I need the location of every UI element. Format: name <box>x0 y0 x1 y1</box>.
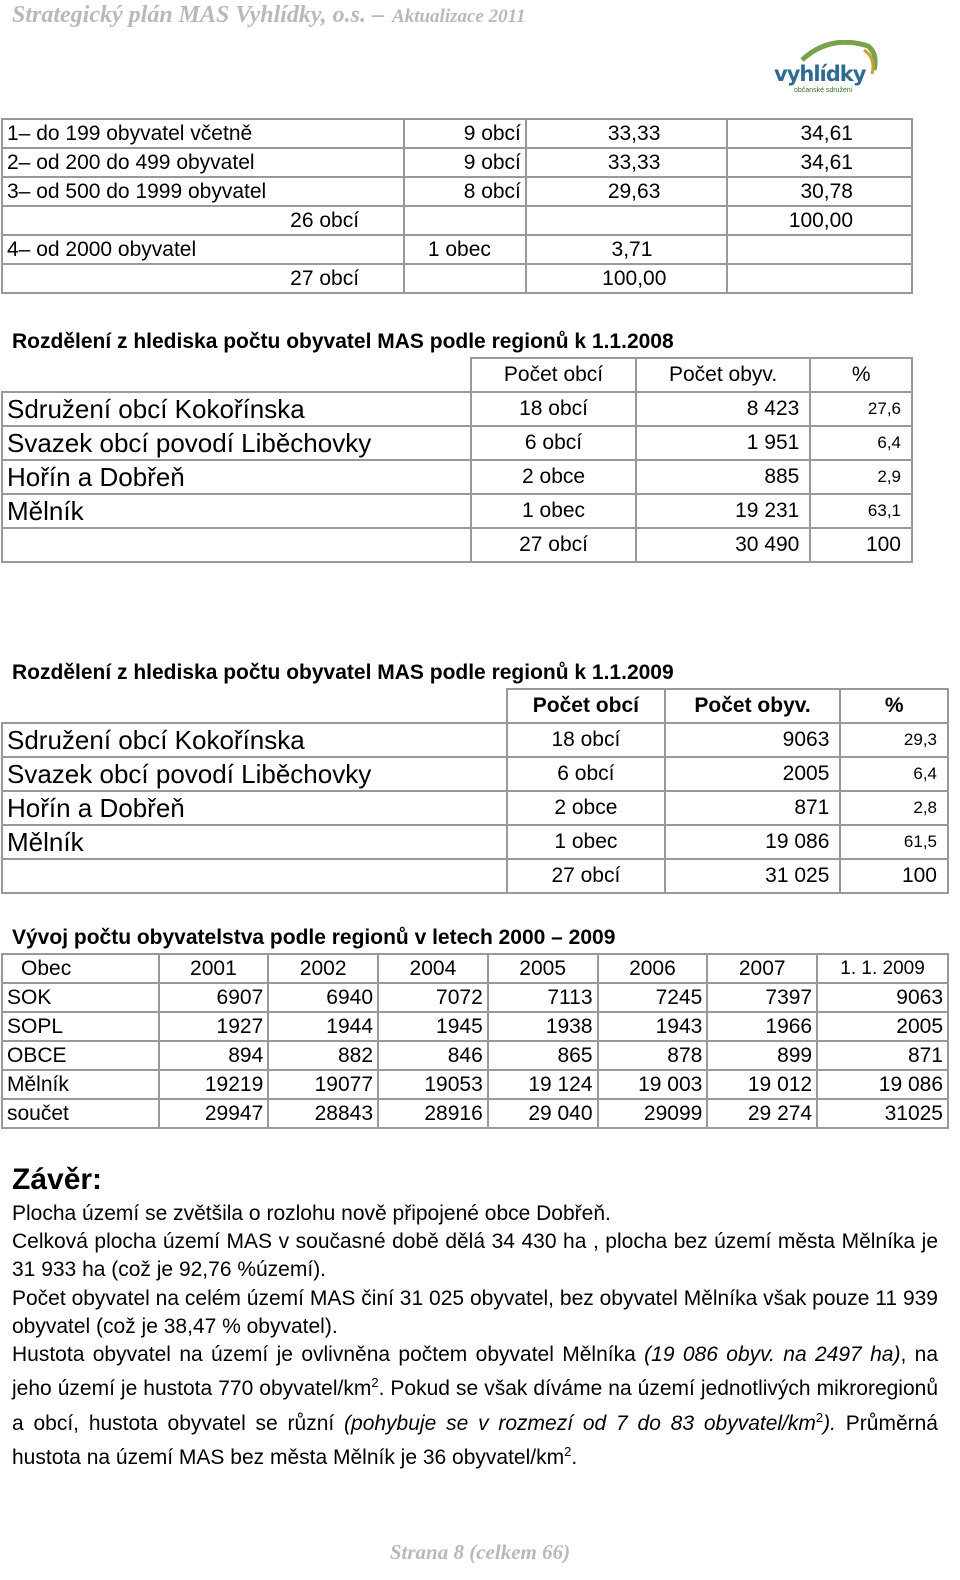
table-cell: 6 obcí <box>471 426 636 460</box>
table-cell: 19 086 <box>665 825 841 859</box>
table-cell: 27 obcí <box>2 264 404 293</box>
table-cell: 6,4 <box>810 426 912 460</box>
table-cell: 871 <box>817 1041 948 1070</box>
table-cell <box>2 528 471 562</box>
table-cell: Svazek obcí povodí Liběchovky <box>2 426 471 460</box>
population-trend-table <box>1 953 949 1129</box>
table-cell: 28843 <box>268 1099 378 1128</box>
table-cell: SOPL <box>2 1012 159 1041</box>
table-cell: 19 003 <box>598 1070 708 1099</box>
table-cell: 9 obcí <box>404 148 526 177</box>
table-cell: 871 <box>665 791 841 825</box>
superscript: 2 <box>371 1375 379 1391</box>
column-header: 2005 <box>488 954 598 983</box>
table-row <box>2 426 912 460</box>
table-row <box>2 494 912 528</box>
table-cell: Sdružení obcí Kokořínska <box>2 392 471 426</box>
table-cell: 19 012 <box>707 1070 817 1099</box>
table-cell: 30 490 <box>636 528 811 562</box>
table-cell: 29,3 <box>840 723 948 757</box>
table-cell: 33,33 <box>526 148 727 177</box>
table-cell <box>404 264 526 293</box>
table-cell: 29 040 <box>488 1099 598 1128</box>
table-row <box>2 1070 948 1099</box>
table-cell: 6 obcí <box>507 757 665 791</box>
table-cell: Mělník <box>2 1070 159 1099</box>
conclusion-paragraph <box>12 1341 938 1472</box>
conclusion-title: Závěr: <box>12 1163 103 1196</box>
table-cell: Svazek obcí povodí Liběchovky <box>2 757 507 791</box>
table-cell: 29099 <box>598 1099 708 1128</box>
table-cell <box>2 859 507 893</box>
table-row <box>2 460 912 494</box>
table-row <box>2 1041 948 1070</box>
table-cell: 33,33 <box>526 119 727 148</box>
table-cell: OBCE <box>2 1041 159 1070</box>
table-row <box>2 723 948 757</box>
superscript: 2 <box>564 1443 572 1459</box>
table-cell: 19219 <box>159 1070 269 1099</box>
table-cell: 19 231 <box>636 494 811 528</box>
column-header: 2001 <box>159 954 269 983</box>
table-row <box>2 264 912 293</box>
table-cell: 7113 <box>488 983 598 1012</box>
table-cell: 27,6 <box>810 392 912 426</box>
table-cell: 1966 <box>707 1012 817 1041</box>
table-cell: 1938 <box>488 1012 598 1041</box>
table-cell: 899 <box>707 1041 817 1070</box>
table-cell: 846 <box>378 1041 488 1070</box>
table-row <box>2 983 948 1012</box>
superscript: 2 <box>815 1409 824 1425</box>
table-cell: 2 obce <box>471 460 636 494</box>
text-run: Průměrná hustota na území MAS bez města Mělník je 36 obyvatel/km <box>12 1411 938 1469</box>
table-row <box>2 235 912 264</box>
table-cell: 18 obcí <box>507 723 665 757</box>
table-cell: 3– od 500 do 1999 obyvatel <box>2 177 404 206</box>
text-run-italic: (19 086 obyv. na 2497 ha) <box>644 1343 901 1366</box>
table-cell: 31025 <box>817 1099 948 1128</box>
column-header: Počet obcí <box>507 689 665 723</box>
table-cell: 2,9 <box>810 460 912 494</box>
header-title: Strategický plán MAS Vyhlídky, o.s. – <box>12 2 385 28</box>
table-cell: 894 <box>159 1041 269 1070</box>
table-cell: 2005 <box>817 1012 948 1041</box>
table-cell: 19 086 <box>817 1070 948 1099</box>
table-cell: 100,00 <box>526 264 727 293</box>
table-cell: Mělník <box>2 825 507 859</box>
table-cell: součet <box>2 1099 159 1128</box>
table-cell <box>2 358 471 392</box>
table-cell: 100 <box>810 528 912 562</box>
table-cell: 9063 <box>665 723 841 757</box>
column-header: % <box>810 358 912 392</box>
table-cell: 1 951 <box>636 426 811 460</box>
table-cell: 8 obcí <box>404 177 526 206</box>
table-cell: SOK <box>2 983 159 1012</box>
text-run-italic: (pohybuje se v rozmezí od 7 do 83 obyvatel/km <box>344 1411 816 1435</box>
table-row <box>2 757 948 791</box>
regions-2009-table <box>1 688 949 894</box>
table-cell: Sdružení obcí Kokořínska <box>2 723 507 757</box>
conclusion-paragraph: Plocha území se zvětšila o rozlohu nově připojené obce Dobřeň. <box>12 1202 611 1225</box>
table-cell: 1 obec <box>471 494 636 528</box>
table-row <box>2 791 948 825</box>
table-cell: 6,4 <box>840 757 948 791</box>
table-cell: 19053 <box>378 1070 488 1099</box>
table-row <box>2 859 948 893</box>
table-row <box>2 1012 948 1041</box>
table-cell: 63,1 <box>810 494 912 528</box>
table-row <box>2 119 912 148</box>
table-cell: 6907 <box>159 983 269 1012</box>
table-cell <box>2 689 507 723</box>
table-cell: Mělník <box>2 494 471 528</box>
table-cell: 31 025 <box>665 859 841 893</box>
table-row <box>2 1099 948 1128</box>
column-header: Počet obyv. <box>665 689 841 723</box>
table-cell: 885 <box>636 460 811 494</box>
table-cell: 7072 <box>378 983 488 1012</box>
table-cell: 28916 <box>378 1099 488 1128</box>
table-header-row <box>2 954 948 983</box>
table-cell <box>404 206 526 235</box>
table-cell: 7397 <box>707 983 817 1012</box>
column-header: 1. 1. 2009 <box>817 954 948 983</box>
table-cell: 3,71 <box>526 235 727 264</box>
table-cell: 29,63 <box>526 177 727 206</box>
table-cell: 4– od 2000 obyvatel <box>2 235 404 264</box>
table-cell: 100 <box>840 859 948 893</box>
table-cell: 19 124 <box>488 1070 598 1099</box>
column-header: Obec <box>2 954 159 983</box>
column-header: Počet obyv. <box>636 358 811 392</box>
table-cell: 1– do 199 obyvatel včetně <box>2 119 404 148</box>
table-cell: 865 <box>488 1041 598 1070</box>
table-cell: 878 <box>598 1041 708 1070</box>
population-size-table <box>1 118 913 294</box>
table-cell: 26 obcí <box>2 206 404 235</box>
table-cell: 9063 <box>817 983 948 1012</box>
table-cell: Hořín a Dobřeň <box>2 460 471 494</box>
table-cell <box>727 264 912 293</box>
regions-2008-table <box>1 357 913 563</box>
table-cell: 1 obec <box>507 825 665 859</box>
table-cell: 2005 <box>665 757 841 791</box>
table-cell: 34,61 <box>727 119 912 148</box>
table-cell: 2 obce <box>507 791 665 825</box>
logo-word: vyhlídky <box>774 62 866 86</box>
vyhlidky-logo <box>772 40 882 102</box>
table-cell: 9 obcí <box>404 119 526 148</box>
table-cell: 2– od 200 do 499 obyvatel <box>2 148 404 177</box>
table-cell <box>727 235 912 264</box>
table-header-row <box>2 689 948 723</box>
logo-subtitle: občanské sdružení <box>794 87 853 94</box>
trend-table-caption: Vývoj počtu obyvatelstva podle regionů v letech 2000 – 2009 <box>12 926 616 949</box>
table-header-row <box>2 358 912 392</box>
conclusion-paragraph: Počet obyvatel na celém území MAS činí 31 025 obyvatel, bez obyvatel Mělníka však pouze 11 939 obyvatel (což je 38,47 % obyvatel). <box>12 1287 938 1339</box>
column-header: 2006 <box>598 954 708 983</box>
column-header: Počet obcí <box>471 358 636 392</box>
table-cell: 27 obcí <box>507 859 665 893</box>
column-header: 2004 <box>378 954 488 983</box>
table-cell: 1945 <box>378 1012 488 1041</box>
text-run: . <box>571 1445 578 1469</box>
table-cell: 61,5 <box>840 825 948 859</box>
table-cell: 2,8 <box>840 791 948 825</box>
text-run: Hustota obyvatel na území je ovlivněna počtem obyvatel Mělníka <box>12 1343 645 1366</box>
column-header: 2002 <box>268 954 378 983</box>
header-update: Aktualizace 2011 <box>392 6 526 27</box>
table-cell: 7245 <box>598 983 708 1012</box>
table-cell: 1 obec <box>404 235 526 264</box>
table-2009-caption: Rozdělení z hlediska počtu obyvatel MAS podle regionů k 1.1.2009 <box>12 661 674 684</box>
text-run: , na jeho území je hustota 770 obyvatel/km <box>12 1343 938 1401</box>
table-cell: 19077 <box>268 1070 378 1099</box>
table-cell: 30,78 <box>727 177 912 206</box>
table-row <box>2 148 912 177</box>
table-cell: 29 274 <box>707 1099 817 1128</box>
table-cell: 27 obcí <box>471 528 636 562</box>
table-cell: 29947 <box>159 1099 269 1128</box>
table-cell <box>526 206 727 235</box>
table-row <box>2 825 948 859</box>
table-cell: Hořín a Dobřeň <box>2 791 507 825</box>
table-cell: 8 423 <box>636 392 811 426</box>
table-row <box>2 392 912 426</box>
table-cell: 6940 <box>268 983 378 1012</box>
table-cell: 34,61 <box>727 148 912 177</box>
table-cell: 1927 <box>159 1012 269 1041</box>
text-run-italic: ). <box>823 1411 836 1435</box>
table-row <box>2 206 912 235</box>
table-cell: 882 <box>268 1041 378 1070</box>
page-footer: Strana 8 (celkem 66) <box>389 1540 571 1564</box>
column-header: % <box>840 689 948 723</box>
text-run: . Pokud se však díváme na území jednotlivých mikroregionů a obcí, hustota obyvatel se různí <box>12 1377 939 1435</box>
table-row <box>2 528 912 562</box>
document-header <box>12 2 526 29</box>
table-cell: 18 obcí <box>471 392 636 426</box>
table-row <box>2 177 912 206</box>
conclusion-paragraph: Celková plocha území MAS v současné době dělá 34 430 ha , plocha bez území města Mělníka je 31 933 ha (což je 92,76 %území). <box>12 1230 938 1282</box>
column-header: 2007 <box>707 954 817 983</box>
table-2008-caption: Rozdělení z hlediska počtu obyvatel MAS podle regionů k 1.1.2008 <box>12 330 674 353</box>
table-cell: 1943 <box>598 1012 708 1041</box>
table-cell: 100,00 <box>727 206 912 235</box>
table-cell: 1944 <box>268 1012 378 1041</box>
